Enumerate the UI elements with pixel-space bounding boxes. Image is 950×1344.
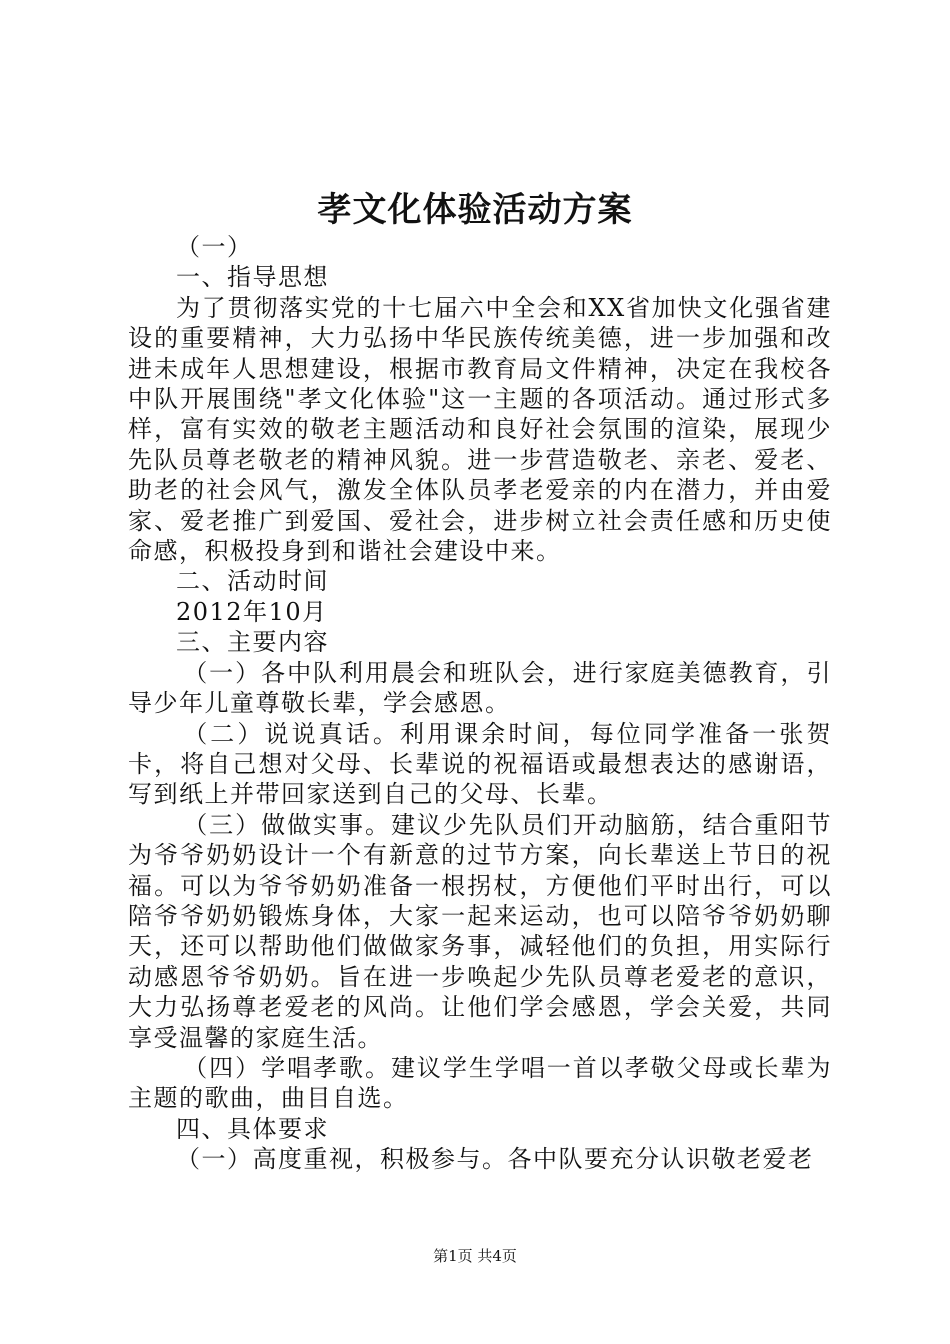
heading-requirements: 四、具体要求 <box>176 1114 329 1143</box>
content-item-4: （四）学唱孝歌。建议学生学唱一首以孝敬父母或长辈为主题的歌曲，曲目自选。 <box>128 1053 832 1113</box>
paragraph-guiding-ideology: 为了贯彻落实党的十七届六中全会和XX省加快文化强省建设的重要精神，大力弘扬中华民族传统美德，进一步加强和改进未成年人思想建设，根据市教育局文件精神，决定在我校各中队开展围绕"孝文化体验"这一主题的各项活动。通过形式多样，富有实效的敬老主题活动和良好社会氛围的渲染，展现少先队员尊老敬老的精神风貌。进一步营造敬老、亲老、爱老、助老的社会风气，激发全体队员孝老爱亲的内在潜力，并由爱家、爱老推广到爱国、爱社会，进步树立社会责任感和历史使命感，积极投身到和谐社会建设中来。 <box>128 293 832 566</box>
heading-guiding-ideology: 一、指导思想 <box>176 263 329 292</box>
content-item-1: （一）各中队利用晨会和班队会，进行家庭美德教育，引导少年儿童尊敬长辈，学会感恩。 <box>128 658 832 718</box>
heading-main-content: 三、主要内容 <box>176 628 329 657</box>
content-item-3: （三）做做实事。建议少先队员们开动脑筋，结合重阳节为爷爷奶奶设计一个有新意的过节方案，向长辈送上节日的祝福。可以为爷爷奶奶准备一根拐杖，方便他们平时出行，可以陪爷爷奶奶锻炼身体，大家一起来运动，也可以陪爷爷奶奶聊天，还可以帮助他们做做家务事，减轻他们的负担，用实际行动感恩爷爷奶奶。旨在进一步唤起少先队员尊老爱老的意识，大力弘扬尊老爱老的风尚。让他们学会感恩，学会关爱，共同享受温馨的家庭生活。 <box>128 810 832 1052</box>
content-item-2: （二）说说真话。利用课余时间，每位同学准备一张贺卡，将自己想对父母、长辈说的祝福语或最想表达的感谢语，写到纸上并带回家送到自己的父母、长辈。 <box>128 719 832 809</box>
document-title: 孝文化体验活动方案 <box>317 190 633 230</box>
page-footer: 第1页 共4页 <box>433 1247 517 1265</box>
document-body <box>128 232 832 1175</box>
activity-date: 2012年10月 <box>176 597 328 626</box>
heading-activity-time: 二、活动时间 <box>176 567 329 596</box>
requirement-item-1: （一）高度重视，积极参与。各中队要充分认识敬老爱老 <box>176 1145 814 1174</box>
section-number: （一） <box>176 233 253 261</box>
